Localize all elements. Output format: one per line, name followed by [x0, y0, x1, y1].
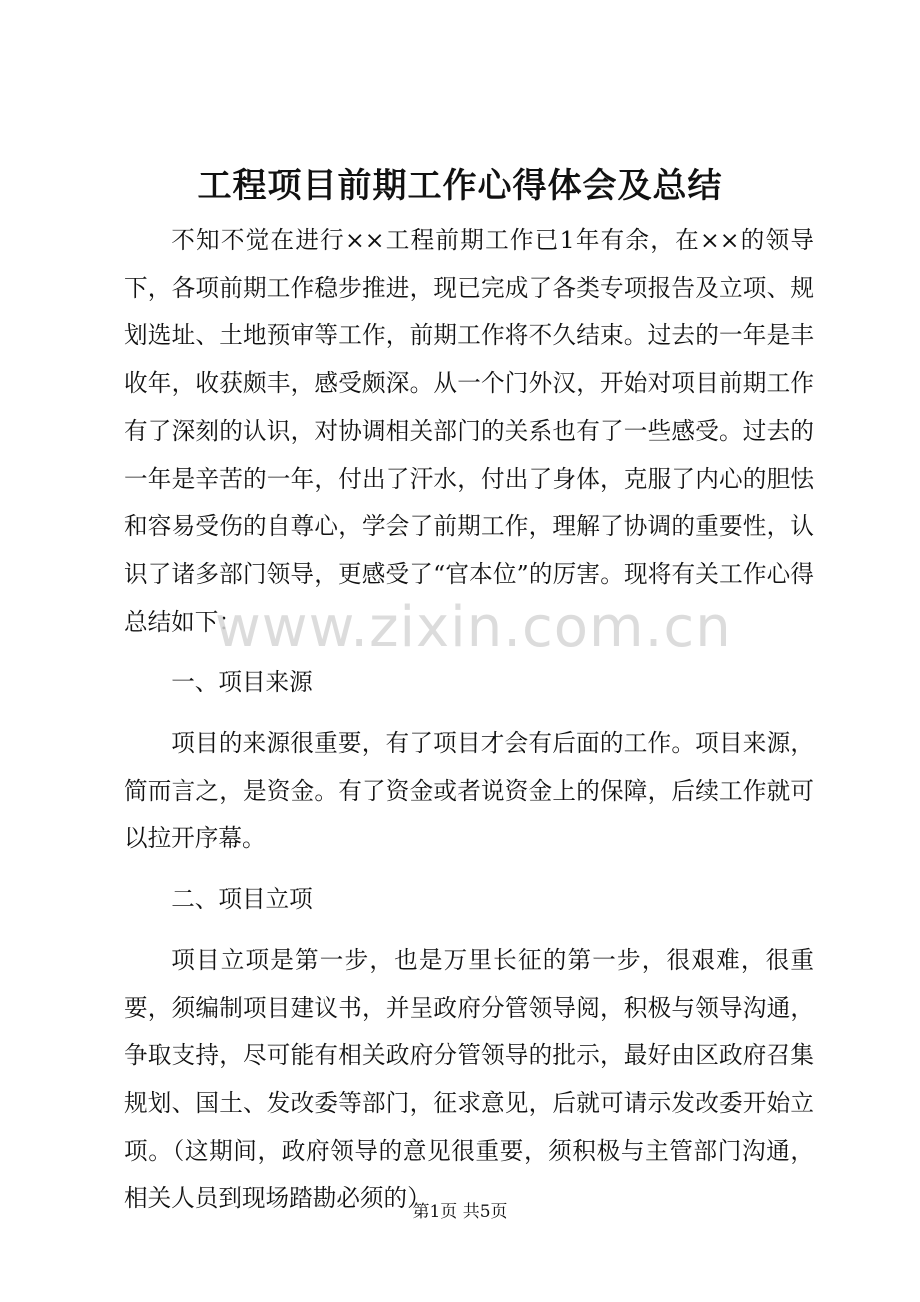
section-heading-project-approval: 二、项目立项	[171, 885, 313, 914]
paragraph-project-source: 项目的来源很重要，有了项目才会有后面的工作。项目来源，简而言之，是资金。有了资金或者说资金上的保障，后续工作就可以拉开序幕。	[124, 729, 814, 853]
page-footer: 第1页 共5页	[412, 1202, 508, 1222]
paragraph-project-approval: 项目立项是第一步，也是万里长征的第一步，很艰难，很重要，须编制项目建议书，并呈政府分管领导阅，积极与领导沟通，争取支持，尽可能有相关政府分管领导的批示，最好由区政府召集规划、国土、发改委等部门，征求意见，后就可请示发改委开始立项。（这期间，政府领导的意见很重要，须积极与主管部门沟通，相关人员到现场踏勘必须的）	[124, 945, 814, 1213]
paragraph-intro: 不知不觉在进行××工程前期工作已1年有余，在××的领导下，各项前期工作稳步推进，现已完成了各类专项报告及立项、规划选址、土地预审等工作，前期工作将不久结束。过去的一年是丰收年，收获颇丰，感受颇深。从一个门外汉，开始对项目前期工作有了深刻的认识，对协调相关部门的关系也有了一些感受。过去的一年是辛苦的一年，付出了汗水，付出了身体，克服了内心的胆怯和容易受伤的自尊心，学会了前期工作，理解了协调的重要性，认识了诸多部门领导，更感受了“官本位”的厉害。现将有关工作心得总结如下：	[124, 226, 814, 636]
section-heading-project-source: 一、项目来源	[171, 668, 313, 697]
watermark-text: www.zixin.com.cn	[215, 595, 732, 660]
document-body	[124, 217, 814, 1236]
document-title: 工程项目前期工作心得体会及总结	[197, 166, 723, 206]
